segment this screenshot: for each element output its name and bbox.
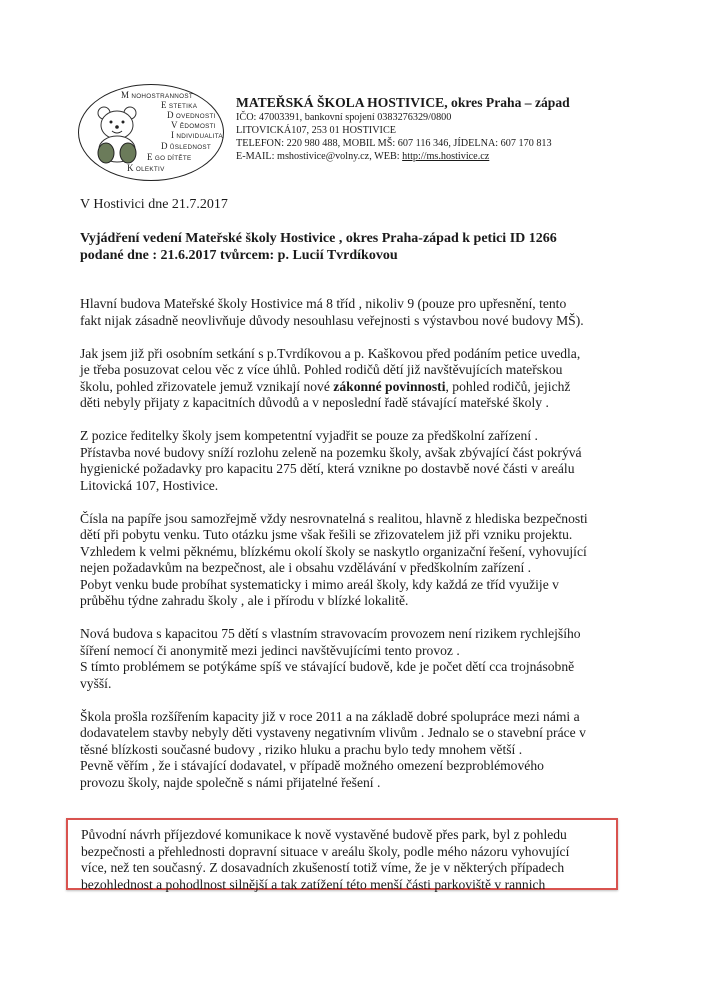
motto-line: E STETIKA — [161, 100, 198, 110]
motto-line: D ŮSLEDNOST — [161, 141, 212, 151]
paragraph — [80, 428, 640, 494]
text-line: těsné blízkosti současné budovy , riziko hluku a prachu bylo tedy mnohem větší . — [80, 741, 523, 757]
motto-line: D OVEDNOSTI — [167, 110, 216, 120]
bold-phrase: zákonné povinnosti — [333, 378, 446, 394]
text-line: Škola prošla rozšířením kapacity již v roce 2011 a na základě dobré spolupráce mezi námi a — [80, 708, 580, 724]
text-line: Jak jsem již při osobním setkání s p.Tvrdíkovou a p. Kaškovou před podáním petice uvedla, — [80, 345, 581, 361]
contact — [236, 150, 570, 163]
highlighted-paragraph: Původní návrh příjezdové komunikace k nově vystavěné budově přes park, byl z pohledu bezpečnosti a přehlednosti dopravní situace v areálu školy, podle mého názoru vyhovující více, než ten současný. Z dosavadních zkušeností totiž víme, že je v některých případech bezohlednost a pohodlnost silnější a tak zatížení této menší části parkoviště v rannich — [66, 818, 618, 890]
email: E-MAIL: mshostivice@volny.cz, WEB: — [236, 151, 403, 162]
text-line: Hlavní budova Mateřské školy Hostivice má 8 tříd , nikoliv 9 (pouze pro upřesnění, tento — [80, 296, 567, 311]
paragraph — [80, 296, 640, 329]
letter-body — [80, 296, 640, 808]
text-line: Čísla na papíře jsou samozřejmě vždy nesrovnatelná s realitou, hlavně z hlediska bezpečnosti — [80, 510, 588, 526]
paragraph — [80, 626, 640, 692]
text-line: hygienické požadavky pro kapacitu 275 dětí, která vznikne po dostavbě nové části v areálu — [80, 461, 575, 476]
text-line: je třeba posuzovat celou věc z více úhlů. Pohled rodičů dětí již navštěvujících mateřskou — [80, 362, 563, 377]
text-line: nejen požadavkům na bezpečnost, ale i obsahu vzdělávání v předškolním zařízení . — [80, 560, 532, 575]
phone: TELEFON: 220 980 488, MOBIL MŠ: 607 116 346, JÍDELNA: 607 170 813 — [236, 138, 552, 149]
motto-line: E GO DÍTĚTE — [147, 152, 192, 162]
text-line: děti nebyly přijaty z kapacitních důvodů a v neposlední řadě stávající mateřské školy . — [80, 395, 549, 410]
web-link[interactable]: http://ms.hostivice.cz — [402, 151, 490, 162]
text-line: školu, pohled zřizovatele jemuž vznikají nové zákonné povinnosti, pohled rodičů, jejichž — [80, 378, 571, 394]
ico-bank: IČO: 47003391, bankovní spojení 0383276329/0800 — [236, 112, 452, 123]
text-line: dětí při pobytu venku. Tuto otázku jsme však řešili se zřizovatelem již při vzniku projektu. — [80, 527, 573, 542]
text-line: dodavatelem stavby nebyly děti vystaveny negativním vlivům . Jednalo se o stavební práce v — [80, 725, 586, 740]
text-line: Pevně věřím , že i stávající dodavatel, v případě možného omezení bezproblémového — [80, 758, 544, 773]
motto-line: K OLEKTIV — [127, 163, 165, 173]
text-line: Z pozice ředitelky školy jsem kompetentní vyjadřit se pouze za předškolní zařízení . — [80, 428, 538, 443]
subject-heading: Vyjádření vedení Mateřské školy Hostivice , okres Praha-západ k petici ID 1266 podané dne : 21.6.2017 tvůrcem: p. Lucií Tvrdíkovou — [80, 231, 557, 263]
paragraph — [80, 709, 640, 792]
letterhead — [236, 94, 570, 163]
text-line: S tímto problémem se potýkáme spíš ve stávající budově, kde je počet dětí cca trojnásobně — [80, 659, 575, 674]
motto-line: M NOHOSTRANNOST — [121, 90, 193, 100]
text-line: Pobyt venku bude probíhat systematicky i mimo areál školy, kdy každá ze tříd využije v — [80, 576, 559, 592]
paragraph — [80, 511, 640, 610]
text-line: šíření nemocí či anonymitě mezi jedinci navštěvujícími tento provoz . — [80, 642, 460, 658]
address: LITOVICKÁ107, 253 01 HOSTIVICE — [236, 125, 396, 136]
text-line: vyšší. — [80, 675, 112, 691]
text-line: Vzhledem k velmi pěknému, blízkému okolí školy se naskytlo organizační řešení, vyhovující — [80, 543, 587, 559]
date-line: V Hostivici dne 21.7.2017 — [80, 197, 228, 212]
text-line: Litovická 107, Hostivice. — [80, 477, 219, 493]
text-line: Přístavba nové budovy sníží rozlohu zeleně na pozemku školy, avšak zbývající část pokrývá — [80, 444, 582, 460]
motto-line: I NDIVIDUALITA — [171, 130, 223, 140]
text-line: provozu školy, najde společně s námi přijatelné řešení . — [80, 774, 381, 790]
text-line: fakt nijak zásadně neovlivňuje důvody nesouhlasu veřejnosti s výstavbou nové budovy MŠ). — [80, 312, 584, 328]
text-line: průběhu týdne zahradu školy , ale i přírodu v blízké lokalitě. — [80, 593, 409, 608]
teddy-bear-icon — [91, 103, 147, 165]
paragraph — [80, 346, 640, 412]
school-name: MATEŘSKÁ ŠKOLA HOSTIVICE, okres Praha – západ — [236, 95, 570, 110]
school-logo — [78, 84, 224, 181]
motto-line: V ĚDOMOSTI — [171, 120, 216, 130]
text-line: Nová budova s kapacitou 75 dětí s vlastním stravovacím provozem není rizikem rychlejšího — [80, 626, 581, 641]
